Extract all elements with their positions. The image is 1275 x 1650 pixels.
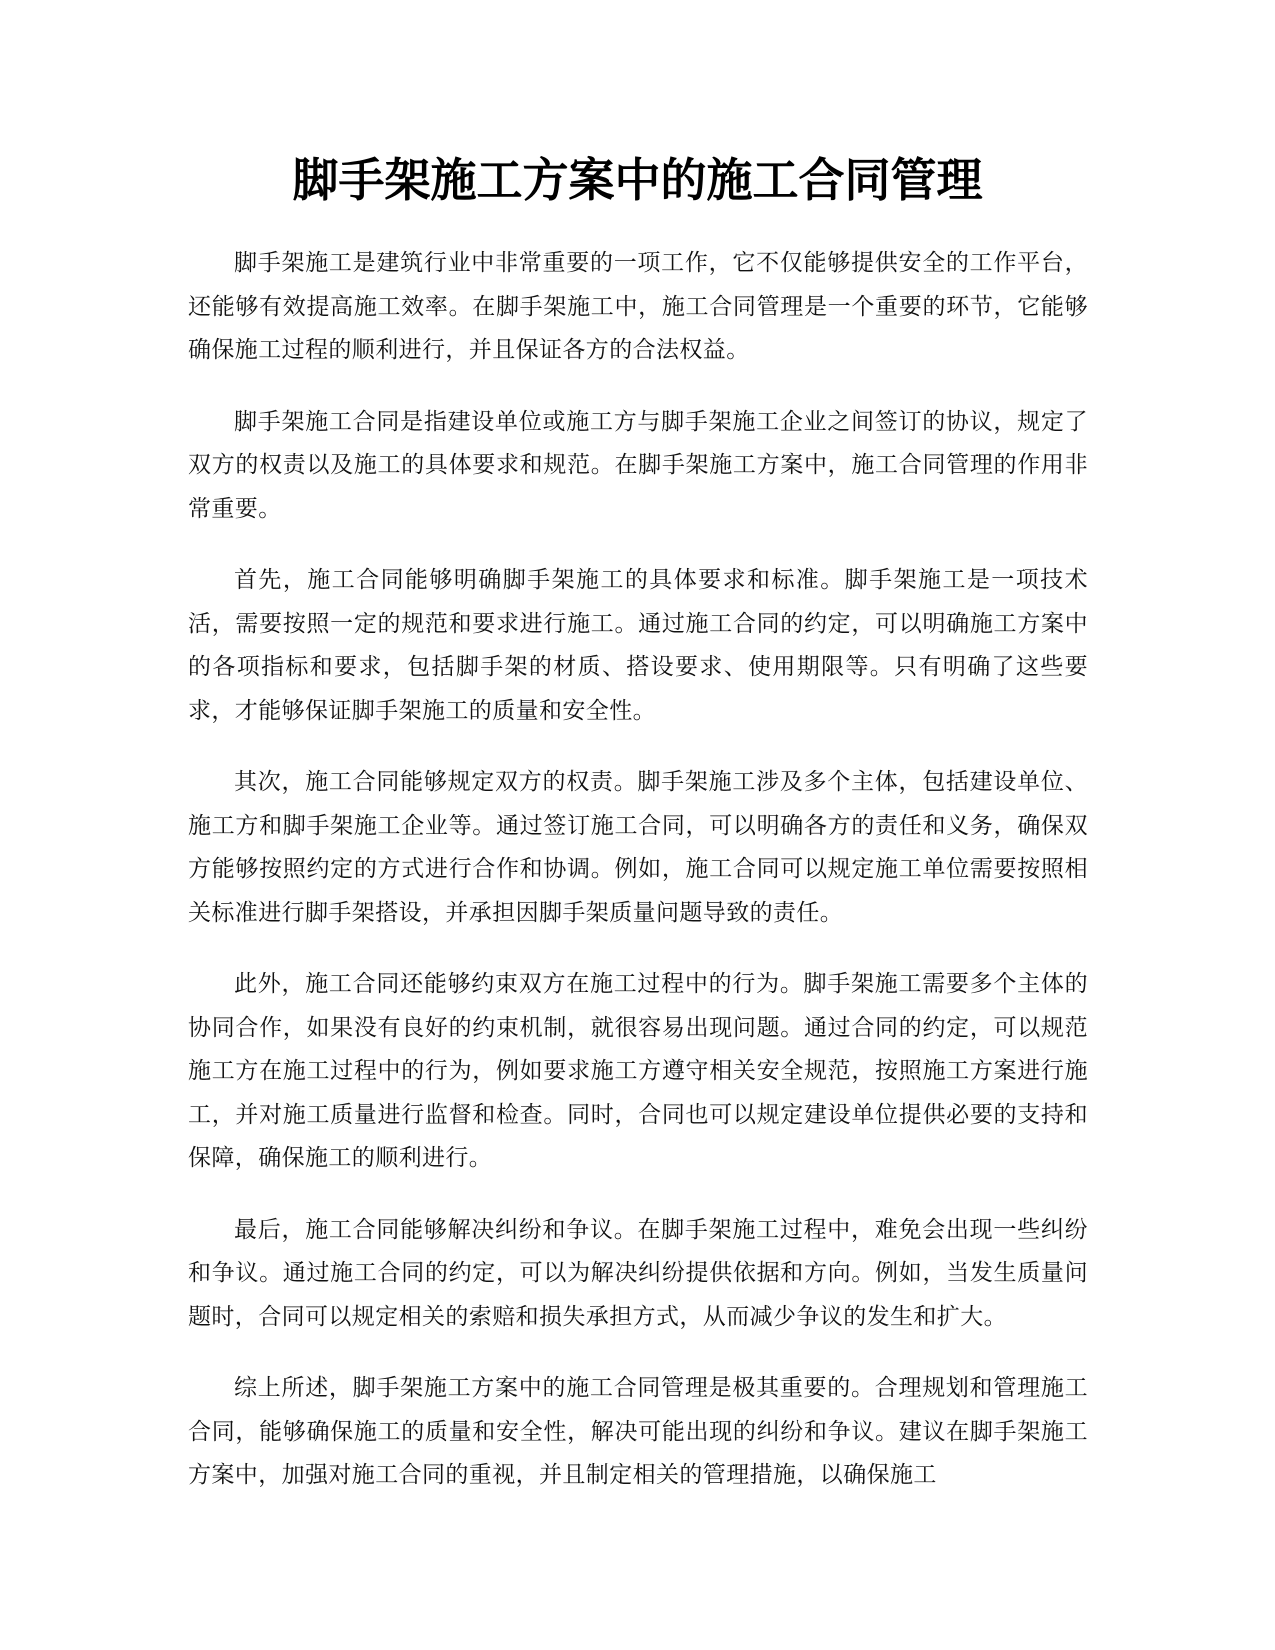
paragraph-3: 首先，施工合同能够明确脚手架施工的具体要求和标准。脚手架施工是一项技术活，需要按照一定的规范和要求进行施工。通过施工合同的约定，可以明确施工方案中的各项指标和要求，包括脚手架的材质、搭设要求、使用期限等。只有明确了这些要求，才能够保证脚手架施工的质量和安全性。 [188,567,1088,724]
paragraph-6: 最后，施工合同能够解决纠纷和争议。在脚手架施工过程中，难免会出现一些纠纷和争议。通过施工合同的约定，可以为解决纠纷提供依据和方向。例如，当发生质量问题时，合同可以规定相关的索赔和损失承担方式，从而减少争议的发生和扩大。 [188,1216,1088,1330]
document-body [188,242,1088,1526]
paragraph-4: 其次，施工合同能够规定双方的权责。脚手架施工涉及多个主体，包括建设单位、施工方和脚手架施工企业等。通过签订施工合同，可以明确各方的责任和义务，确保双方能够按照约定的方式进行合作和协调。例如，施工合同可以规定施工单位需要按照相关标准进行脚手架搭设，并承担因脚手架质量问题导致的责任。 [188,769,1088,926]
document-title: 脚手架施工方案中的施工合同管理 [292,153,983,207]
paragraph-2: 脚手架施工合同是指建设单位或施工方与脚手架施工企业之间签订的协议，规定了双方的权责以及施工的具体要求和规范。在脚手架施工方案中，施工合同管理的作用非常重要。 [188,408,1088,522]
paragraph-1: 脚手架施工是建筑行业中非常重要的一项工作，它不仅能够提供安全的工作平台，还能够有效提高施工效率。在脚手架施工中，施工合同管理是一个重要的环节，它能够确保施工过程的顺利进行，并且保证各方的合法权益。 [188,250,1088,363]
paragraph-5: 此外，施工合同还能够约束双方在施工过程中的行为。脚手架施工需要多个主体的协同合作，如果没有良好的约束机制，就很容易出现问题。通过合同的约定，可以规范施工方在施工过程中的行为，例如要求施工方遵守相关安全规范，按照施工方案进行施工，并对施工质量进行监督和检查。同时，合同也可以规定建设单位提供必要的支持和保障，确保施工的顺利进行。 [188,971,1088,1171]
paragraph-7: 综上所述，脚手架施工方案中的施工合同管理是极其重要的。合理规划和管理施工合同，能够确保施工的质量和安全性，解决可能出现的纠纷和争议。建议在脚手架施工方案中，加强对施工合同的重视，并且制定相关的管理措施，以确保施工 [188,1375,1088,1488]
